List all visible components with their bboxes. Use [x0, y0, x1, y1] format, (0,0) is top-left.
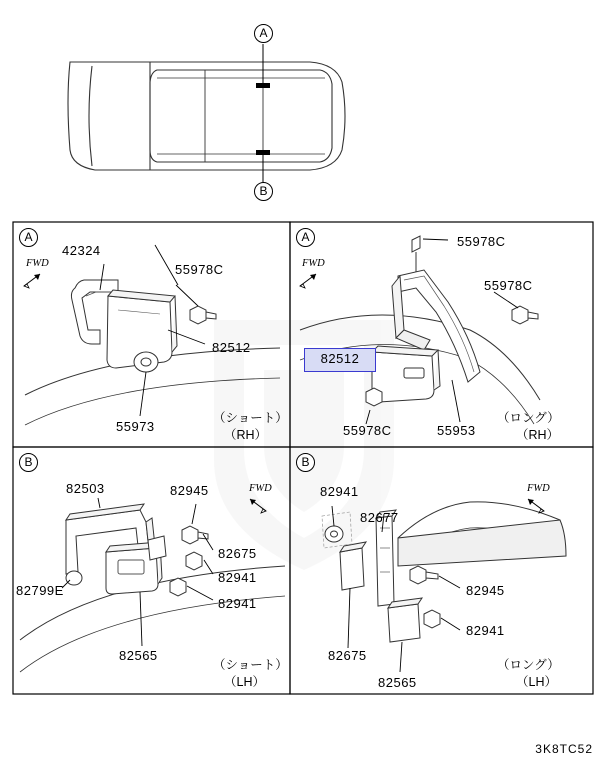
panel-ref-a-long: A — [296, 228, 315, 247]
part-number-55973: 55973 — [116, 419, 155, 434]
part-number-82799e: 82799E — [16, 583, 64, 598]
vehicle-callout-a: A — [254, 24, 273, 43]
part-number-55978c-a1: 55978C — [175, 262, 224, 277]
part-number-82565-d: 82565 — [378, 675, 417, 690]
panel-side-b-long: （LH） — [516, 675, 557, 689]
part-number-82512-highlighted[interactable]: 82512 — [304, 348, 376, 372]
panel-ref-b-short: B — [19, 453, 38, 472]
part-number-82945-d: 82945 — [466, 583, 505, 598]
part-number-82945-c: 82945 — [170, 483, 209, 498]
part-number-82941-d2: 82941 — [466, 623, 505, 638]
fwd-label-b-long: FWD — [527, 483, 550, 494]
part-number-82941-d1: 82941 — [320, 484, 359, 499]
part-number-82503: 82503 — [66, 481, 105, 496]
panel-ref-a-short: A — [19, 228, 38, 247]
panel-variant-b-long: （ロング） — [497, 658, 560, 672]
part-number-82512-short: 82512 — [212, 340, 251, 355]
panel-side-a-short: （RH） — [224, 428, 268, 442]
part-number-55953: 55953 — [437, 423, 476, 438]
panel-ref-b-long: B — [296, 453, 315, 472]
diagram-footer-code: 3K8TC52 — [535, 742, 593, 756]
part-number-82675-c: 82675 — [218, 546, 257, 561]
part-number-82941-c1: 82941 — [218, 570, 257, 585]
part-number-82941-c2: 82941 — [218, 596, 257, 611]
fwd-label-a-long: FWD — [302, 258, 325, 269]
panel-variant-b-short: （ショート） — [213, 658, 288, 672]
vehicle-outline — [68, 62, 345, 170]
part-number-55978c-b3: 55978C — [343, 423, 392, 438]
vehicle-marker-a — [256, 83, 270, 88]
part-number-55978c-b1: 55978C — [457, 234, 506, 249]
fwd-label-a-short: FWD — [26, 258, 49, 269]
part-number-82675-d: 82675 — [328, 648, 367, 663]
vehicle-callout-b: B — [254, 182, 273, 201]
part-number-82565-c: 82565 — [119, 648, 158, 663]
part-number-42324: 42324 — [62, 243, 101, 258]
vehicle-marker-b — [256, 150, 270, 155]
panel-side-b-short: （LH） — [224, 675, 265, 689]
panel-variant-a-long: （ロング） — [497, 411, 560, 425]
part-number-55978c-b2: 55978C — [484, 278, 533, 293]
fwd-label-b-short: FWD — [249, 483, 272, 494]
panel-variant-a-short: （ショート） — [213, 411, 288, 425]
part-number-82677: 82677 — [360, 510, 399, 525]
panel-side-a-long: （RH） — [516, 428, 560, 442]
